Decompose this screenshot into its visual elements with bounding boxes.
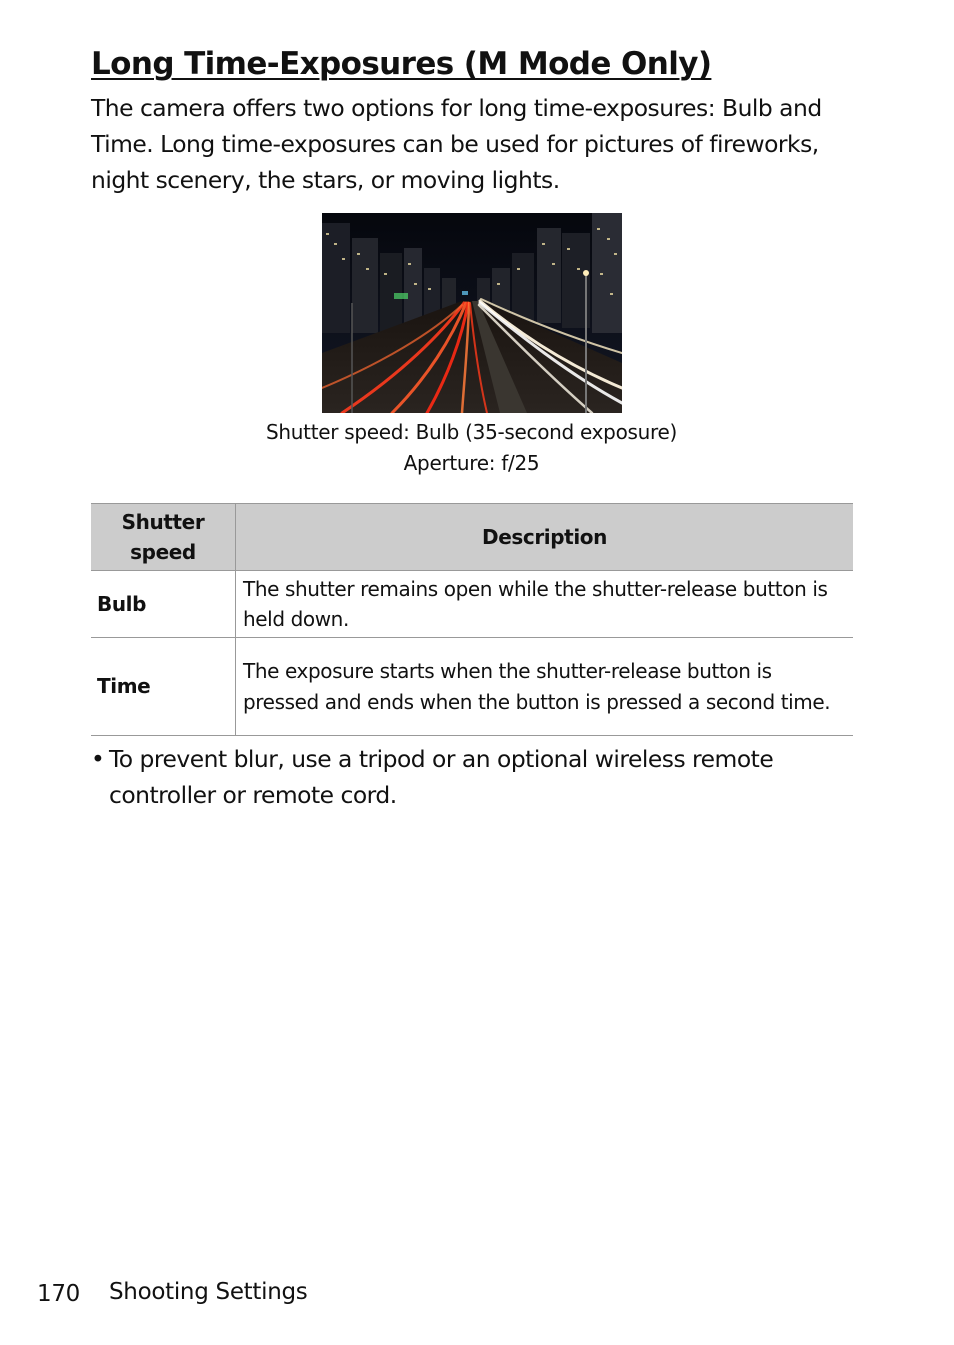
header-shutter-speed: Shutter speed xyxy=(91,504,236,571)
intro-paragraph: The camera offers two options for long time-exposures: Bulb and Time. Long time-exposures can be used for pictures of fireworks, night scenery, the stars, or moving lights. xyxy=(91,94,822,194)
photo-caption-aperture: Aperture: f/25 xyxy=(403,451,540,475)
row-description-time: The exposure starts when the shutter-release button is pressed and ends when the button is pressed a second time. xyxy=(236,638,854,736)
tip-bullet xyxy=(91,741,871,813)
night-traffic-photo xyxy=(322,213,622,413)
row-term-time: Time xyxy=(91,638,236,736)
page-number: 170 xyxy=(37,1281,80,1307)
header-description: Description xyxy=(236,504,854,571)
table-row xyxy=(91,571,853,638)
page-title: Long Time-Exposures (M Mode Only) xyxy=(91,46,712,82)
row-description-bulb: The shutter remains open while the shutter-release button is held down. xyxy=(236,571,854,638)
row-term-bulb: Bulb xyxy=(91,571,236,638)
photo-caption-shutter: Shutter speed: Bulb (35-second exposure) xyxy=(266,420,677,444)
bullet-symbol: • xyxy=(91,745,105,773)
tip-text: To prevent blur, use a tripod or an optional wireless remote controller or remote cord. xyxy=(109,745,774,809)
table-row xyxy=(91,638,853,736)
section-name: Shooting Settings xyxy=(109,1279,308,1305)
exposure-options-table xyxy=(91,503,853,736)
table-header-row xyxy=(91,504,853,571)
